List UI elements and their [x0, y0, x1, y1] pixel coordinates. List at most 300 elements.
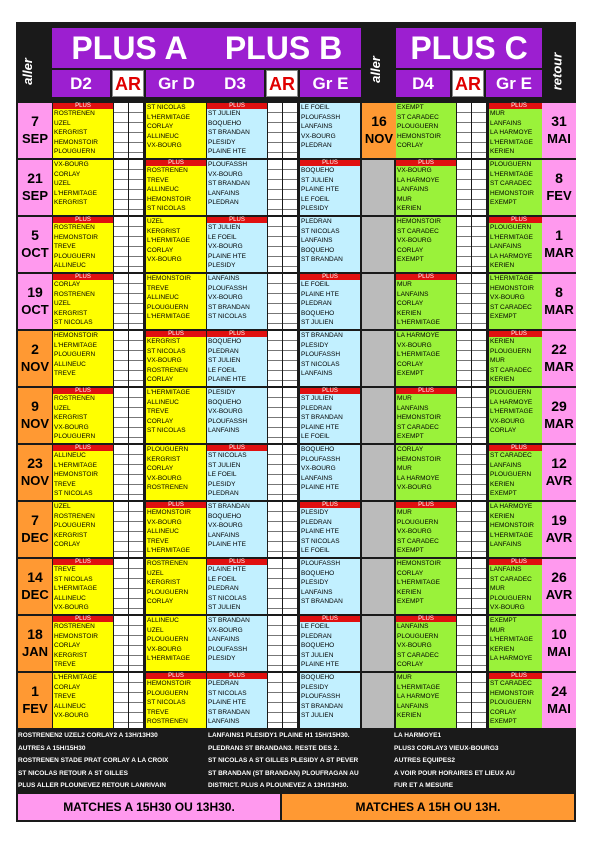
team-name: CORLAY — [147, 376, 174, 384]
date-day: 8 — [555, 170, 563, 186]
team-name: PLESIDY — [208, 655, 236, 663]
plus-tag: PLUS — [207, 559, 267, 565]
aller-label-right: aller — [367, 56, 383, 83]
team-name: ST BRANDAN — [208, 503, 250, 510]
score-box[interactable] — [114, 559, 128, 614]
team-name: LANFAINS — [301, 370, 333, 378]
team-name: BOQUEHO — [208, 512, 242, 520]
match-group — [207, 388, 360, 443]
group-label: Gr E — [300, 70, 361, 97]
team-name: EXEMPT — [397, 104, 424, 111]
match-group — [53, 331, 206, 386]
score-box[interactable] — [114, 331, 128, 386]
team-name: EXEMPT — [490, 490, 517, 498]
team-name: ST JULIEN — [208, 357, 241, 365]
date-day: 29 — [551, 398, 567, 414]
team-name: ALLINEUC — [54, 702, 86, 710]
team-name: ST NICOLAS — [208, 689, 247, 697]
team-name: LA HARMOYE — [490, 252, 533, 260]
team-list — [146, 559, 206, 614]
team-list — [53, 274, 113, 329]
team-name: HEMONSTOIR — [397, 560, 441, 567]
footer-note: ST NICOLAS RETOUR A ST GILLES — [18, 769, 128, 777]
team-name: ST BRANDAN — [301, 256, 343, 264]
date-month: MAI — [547, 131, 571, 146]
team-name: L'HERMITAGE — [54, 674, 98, 681]
team-list — [146, 160, 206, 215]
match-date — [542, 673, 576, 728]
score-box[interactable] — [268, 274, 282, 329]
team-name: PLOUGUERN — [397, 518, 439, 526]
team-name: PLOUFASSH — [301, 455, 341, 463]
team-name: VX-BOURG — [208, 243, 243, 251]
team-name: EXEMPT — [490, 313, 517, 321]
date-day: 7 — [31, 113, 39, 129]
footer-note: PLUS ALLER PLOUNEVEZ RETOUR LANRIVAIN — [18, 782, 166, 789]
team-name: VX-BOURG — [490, 417, 525, 425]
score-box[interactable] — [472, 445, 486, 500]
footer-note: ST NICOLAS A ST GILLES PLESIDY A ST PEVER — [208, 757, 359, 764]
team-name: CORLAY — [490, 708, 517, 716]
team-name: KERGRIST — [54, 129, 88, 137]
match-group — [53, 559, 206, 614]
team-name: ALLINEUC — [147, 398, 179, 406]
score-box[interactable] — [114, 388, 128, 443]
team-list — [146, 388, 206, 443]
score-box[interactable] — [457, 331, 471, 386]
score-box[interactable] — [457, 274, 471, 329]
team-name: UZEL — [147, 569, 164, 577]
team-name: VX-BOURG — [301, 132, 336, 140]
score-box[interactable] — [114, 103, 128, 158]
date-month: MAR — [544, 359, 574, 374]
score-box[interactable] — [283, 445, 297, 500]
score-box[interactable] — [114, 274, 128, 329]
team-name: VX-BOURG — [397, 642, 432, 650]
match-group — [396, 274, 549, 329]
team-name: KERIEN — [490, 148, 515, 156]
score-box[interactable] — [457, 217, 471, 272]
date-day: 9 — [31, 398, 39, 414]
score-box[interactable] — [114, 160, 128, 215]
spacer-cell — [362, 331, 394, 386]
score-box[interactable] — [268, 502, 282, 557]
score-box[interactable] — [472, 103, 486, 158]
team-name: PLESIDY — [208, 389, 236, 396]
plus-tag: PLUS — [53, 445, 113, 451]
team-name: ST CARADEC — [490, 452, 532, 459]
score-box[interactable] — [268, 559, 282, 614]
spacer-cell — [362, 502, 394, 557]
match-date — [18, 103, 52, 158]
match-group — [207, 331, 360, 386]
team-name: HEMONSTOIR — [147, 509, 191, 516]
team-name: ROSTRENEN — [147, 560, 188, 567]
date-day: 16 — [371, 113, 387, 129]
team-list — [207, 331, 267, 386]
team-name: PLOUFASSH — [208, 645, 248, 653]
team-name: L'HERMITAGE — [397, 579, 441, 587]
match-date — [18, 274, 52, 329]
team-name: EXEMPT — [490, 617, 517, 624]
date-day: 22 — [551, 341, 567, 357]
score-box[interactable] — [268, 103, 282, 158]
team-name: LANFAINS — [490, 566, 522, 573]
score-box[interactable] — [283, 673, 297, 728]
team-name: ST JULIEN — [301, 395, 334, 402]
team-name: MUR — [397, 395, 412, 402]
match-date — [18, 559, 52, 614]
team-list — [53, 217, 113, 272]
plus-tag: PLUS — [207, 445, 267, 451]
spacer-cell — [362, 388, 394, 443]
match-date — [18, 331, 52, 386]
team-name: LANFAINS — [490, 119, 522, 127]
team-name: UZEL — [54, 119, 71, 127]
team-name: ROSTRENEN — [147, 167, 188, 174]
score-box[interactable] — [283, 217, 297, 272]
team-name: ROSTRENEN — [54, 395, 95, 402]
team-name: CORLAY — [397, 661, 424, 669]
team-name: ST CARADEC — [490, 575, 532, 583]
score-box[interactable] — [472, 559, 486, 614]
date-day: 19 — [27, 284, 43, 300]
team-name: LA HARMOYE — [490, 503, 533, 510]
score-box[interactable] — [114, 217, 128, 272]
score-box[interactable] — [283, 160, 297, 215]
team-name: EXEMPT — [397, 547, 424, 555]
team-name: PLOUFASSH — [301, 351, 341, 359]
team-name: ST NICOLAS — [147, 347, 186, 355]
plus-tag: PLUS — [489, 331, 549, 337]
score-box[interactable] — [129, 673, 143, 728]
team-name: BOQUEHO — [301, 167, 335, 174]
team-name: MUR — [397, 195, 412, 203]
team-name: BOQUEHO — [208, 398, 242, 406]
plus-tag: PLUS — [489, 445, 549, 451]
team-name: MUR — [490, 110, 505, 117]
score-box[interactable] — [283, 502, 297, 557]
team-name: ST BRANDAN — [301, 598, 343, 606]
team-name: ST BRANDAN — [301, 702, 343, 710]
score-box[interactable] — [268, 160, 282, 215]
team-name: PLOUGUERN — [397, 632, 439, 640]
team-name: CORLAY — [147, 465, 174, 473]
team-name: PLAINE HTE — [301, 423, 339, 431]
plus-tag: PLUS — [53, 388, 113, 394]
score-box[interactable] — [457, 160, 471, 215]
score-box[interactable] — [129, 274, 143, 329]
date-day: 5 — [31, 227, 39, 243]
team-name: PLEDRAN — [301, 518, 332, 526]
spacer-cell — [362, 217, 394, 272]
team-name: ST JULIEN — [208, 604, 241, 612]
team-list — [300, 217, 360, 272]
team-name: LE FOEIL — [301, 195, 330, 203]
match-group — [53, 445, 206, 500]
team-name: PLOUFASSH — [301, 693, 341, 701]
date-day: 8 — [555, 284, 563, 300]
team-name: PLESIDY — [301, 341, 329, 349]
score-box[interactable] — [283, 559, 297, 614]
score-box[interactable] — [129, 103, 143, 158]
team-name: MUR — [397, 674, 412, 681]
team-list — [300, 388, 360, 443]
team-name: VX-BOURG — [54, 161, 89, 168]
team-name: PLOUGUERN — [147, 303, 189, 311]
team-name: CORLAY — [397, 142, 424, 150]
team-list — [53, 502, 113, 557]
score-box[interactable] — [472, 331, 486, 386]
footer-note: ROSTRENEN2 UZEL2 CORLAY2 A 13H/13H30 — [18, 732, 158, 739]
date-day: 10 — [551, 626, 567, 642]
column-title: PLUS C — [396, 28, 542, 68]
match-group — [207, 103, 360, 158]
score-box[interactable] — [472, 274, 486, 329]
time-note-left: MATCHES A 15H30 OU 13H30. — [18, 794, 280, 820]
spacer-cell — [362, 274, 394, 329]
score-box[interactable] — [129, 502, 143, 557]
team-list — [146, 673, 206, 728]
team-name: L'HERMITAGE — [490, 636, 534, 644]
score-box[interactable] — [129, 445, 143, 500]
plus-tag: PLUS — [146, 502, 206, 508]
team-name: BOQUEHO — [301, 642, 335, 650]
team-list — [146, 502, 206, 557]
score-box[interactable] — [457, 616, 471, 671]
team-name: LANFAINS — [208, 531, 240, 539]
plus-tag: PLUS — [396, 388, 456, 394]
team-name: VX-BOURG — [397, 341, 432, 349]
team-name: EXEMPT — [397, 256, 424, 264]
team-list — [146, 445, 206, 500]
team-name: ST CARADEC — [490, 366, 532, 374]
team-name: CORLAY — [490, 427, 517, 435]
score-box[interactable] — [472, 217, 486, 272]
score-box[interactable] — [283, 616, 297, 671]
team-name: TREVE — [54, 243, 76, 251]
team-name: PLOUGUERN — [54, 351, 96, 359]
score-box[interactable] — [472, 388, 486, 443]
score-box[interactable] — [268, 217, 282, 272]
score-box[interactable] — [129, 331, 143, 386]
team-name: CORLAY — [54, 642, 81, 650]
team-name: PLOUGUERN — [490, 699, 532, 707]
score-box[interactable] — [114, 445, 128, 500]
plus-tag: PLUS — [53, 217, 113, 223]
score-box[interactable] — [268, 445, 282, 500]
team-name: KERGRIST — [54, 414, 88, 422]
match-date — [18, 217, 52, 272]
team-list — [396, 160, 456, 215]
team-list — [207, 616, 267, 671]
match-date — [542, 331, 576, 386]
date-day: 24 — [551, 683, 567, 699]
date-month: DEC — [21, 530, 49, 545]
team-list — [489, 673, 549, 728]
team-name: PLOUFASSH — [208, 417, 248, 425]
team-name: EXEMPT — [397, 370, 424, 378]
footer-note: PLEDRAN3 ST BRANDAN3. RESTE DES 2. — [208, 744, 340, 752]
match-date — [18, 388, 52, 443]
team-name: LANFAINS — [490, 243, 522, 251]
team-name: TREVE — [147, 708, 169, 716]
plus-tag: PLUS — [53, 616, 113, 622]
team-name: KERGRIST — [54, 309, 88, 317]
team-list — [489, 331, 549, 386]
score-box[interactable] — [129, 616, 143, 671]
division-label: D2 — [52, 70, 110, 97]
score-box[interactable] — [472, 616, 486, 671]
match-date — [18, 616, 52, 671]
match-group — [53, 274, 206, 329]
team-name: PLOUGUERN — [490, 594, 532, 602]
team-name: MUR — [397, 281, 412, 288]
ar-label: AR — [452, 70, 484, 97]
team-name: HEMONSTOIR — [397, 455, 441, 463]
team-name: ROSTRENEN — [147, 718, 188, 726]
score-box[interactable] — [457, 103, 471, 158]
match-group — [53, 103, 206, 158]
team-name: BOQUEHO — [208, 338, 242, 345]
score-box[interactable] — [129, 217, 143, 272]
score-box[interactable] — [457, 388, 471, 443]
score-box[interactable] — [268, 673, 282, 728]
team-name: PLOUGUERN — [54, 148, 96, 156]
score-box[interactable] — [457, 445, 471, 500]
team-name: KERIEN — [397, 205, 422, 213]
plus-tag: PLUS — [489, 559, 549, 565]
team-name: ST NICOLAS — [301, 227, 340, 235]
score-box[interactable] — [114, 673, 128, 728]
match-date — [542, 217, 576, 272]
team-name: UZEL — [54, 503, 71, 510]
score-box[interactable] — [472, 673, 486, 728]
date-month: MAR — [544, 245, 574, 260]
score-box[interactable] — [114, 616, 128, 671]
date-month: MAI — [547, 701, 571, 716]
score-box[interactable] — [283, 103, 297, 158]
team-name: ST NICOLAS — [301, 360, 340, 368]
score-box[interactable] — [283, 274, 297, 329]
score-box[interactable] — [283, 331, 297, 386]
date-day: 12 — [551, 455, 567, 471]
plus-tag: PLUS — [300, 160, 360, 166]
team-name: ST JULIEN — [301, 712, 334, 720]
team-name: L'HERMITAGE — [397, 351, 441, 359]
score-box[interactable] — [472, 502, 486, 557]
plus-tag: PLUS — [300, 502, 360, 508]
team-name: PLAINE HTE — [208, 376, 246, 384]
score-box[interactable] — [457, 559, 471, 614]
team-name: HEMONSTOIR — [54, 471, 98, 479]
score-box[interactable] — [114, 502, 128, 557]
team-list — [53, 559, 113, 614]
team-name: LANFAINS — [397, 623, 429, 630]
team-name: L'HERMITAGE — [490, 275, 534, 282]
match-date — [18, 673, 52, 728]
date-month: OCT — [21, 302, 49, 317]
score-box[interactable] — [457, 673, 471, 728]
match-group — [396, 217, 549, 272]
team-name: HEMONSTOIR — [490, 522, 534, 530]
team-name: BOQUEHO — [301, 246, 335, 254]
match-date — [542, 388, 576, 443]
team-name: VX-BOURG — [397, 237, 432, 245]
date-day: 23 — [27, 455, 43, 471]
team-name: KERGRIST — [147, 227, 181, 235]
team-name: CORLAY — [54, 281, 81, 288]
date-month: NOV — [364, 131, 394, 146]
match-date — [18, 502, 52, 557]
match-date — [362, 103, 396, 158]
score-box[interactable] — [283, 388, 297, 443]
score-box[interactable] — [472, 160, 486, 215]
date-month: AVR — [545, 587, 573, 602]
team-name: BOQUEHO — [301, 674, 335, 681]
score-box[interactable] — [457, 502, 471, 557]
team-name: ALLINEUC — [54, 262, 86, 270]
footer-note: AUTRES A 15H/15H30 — [18, 744, 86, 752]
match-group — [53, 160, 206, 215]
score-box[interactable] — [268, 388, 282, 443]
score-box[interactable] — [129, 160, 143, 215]
team-name: VX-BOURG — [147, 645, 182, 653]
team-name: PLOUFASSH — [208, 161, 248, 168]
date-day: 1 — [555, 227, 563, 243]
team-name: L'HERMITAGE — [54, 189, 98, 197]
score-box[interactable] — [129, 559, 143, 614]
match-date — [542, 616, 576, 671]
team-name: LANFAINS — [301, 123, 333, 131]
plus-tag: PLUS — [300, 274, 360, 280]
team-list — [489, 160, 549, 215]
team-name: L'HERMITAGE — [147, 389, 191, 396]
plus-tag: PLUS — [146, 673, 206, 679]
match-group — [396, 160, 549, 215]
team-name: KERGRIST — [54, 531, 88, 539]
team-name: PLESIDY — [208, 480, 236, 488]
team-name: ALLINEUC — [147, 186, 179, 194]
footer-note: ROSTRENEN STADE PRAT CORLAY A LA CROIX — [18, 757, 169, 764]
match-group — [396, 616, 549, 671]
team-name: PLEDRAN — [301, 218, 332, 225]
team-name: PLAINE HTE — [301, 290, 339, 298]
score-box[interactable] — [268, 616, 282, 671]
team-name: VX-BOURG — [208, 294, 243, 302]
score-box[interactable] — [129, 388, 143, 443]
team-list — [207, 445, 267, 500]
team-name: KERGRIST — [54, 651, 88, 659]
score-box[interactable] — [268, 331, 282, 386]
team-name: ST CARADEC — [397, 651, 439, 659]
team-list — [396, 217, 456, 272]
team-name: KERIEN — [490, 338, 515, 345]
team-name: L'HERMITAGE — [147, 313, 191, 321]
date-month: AVR — [545, 530, 573, 545]
team-name: CORLAY — [54, 541, 81, 549]
team-name: PLOUGUERN — [490, 471, 532, 479]
plus-tag: PLUS — [207, 103, 267, 109]
team-name: TREVE — [54, 661, 76, 669]
team-name: ROSTRENEN — [54, 623, 95, 630]
date-day: 7 — [31, 512, 39, 528]
match-group — [53, 217, 206, 272]
team-name: LE FOEIL — [301, 433, 330, 441]
date-month: MAI — [547, 644, 571, 659]
team-name: ALLINEUC — [54, 360, 86, 368]
time-note-right: MATCHES A 15H OU 13H. — [282, 794, 574, 820]
